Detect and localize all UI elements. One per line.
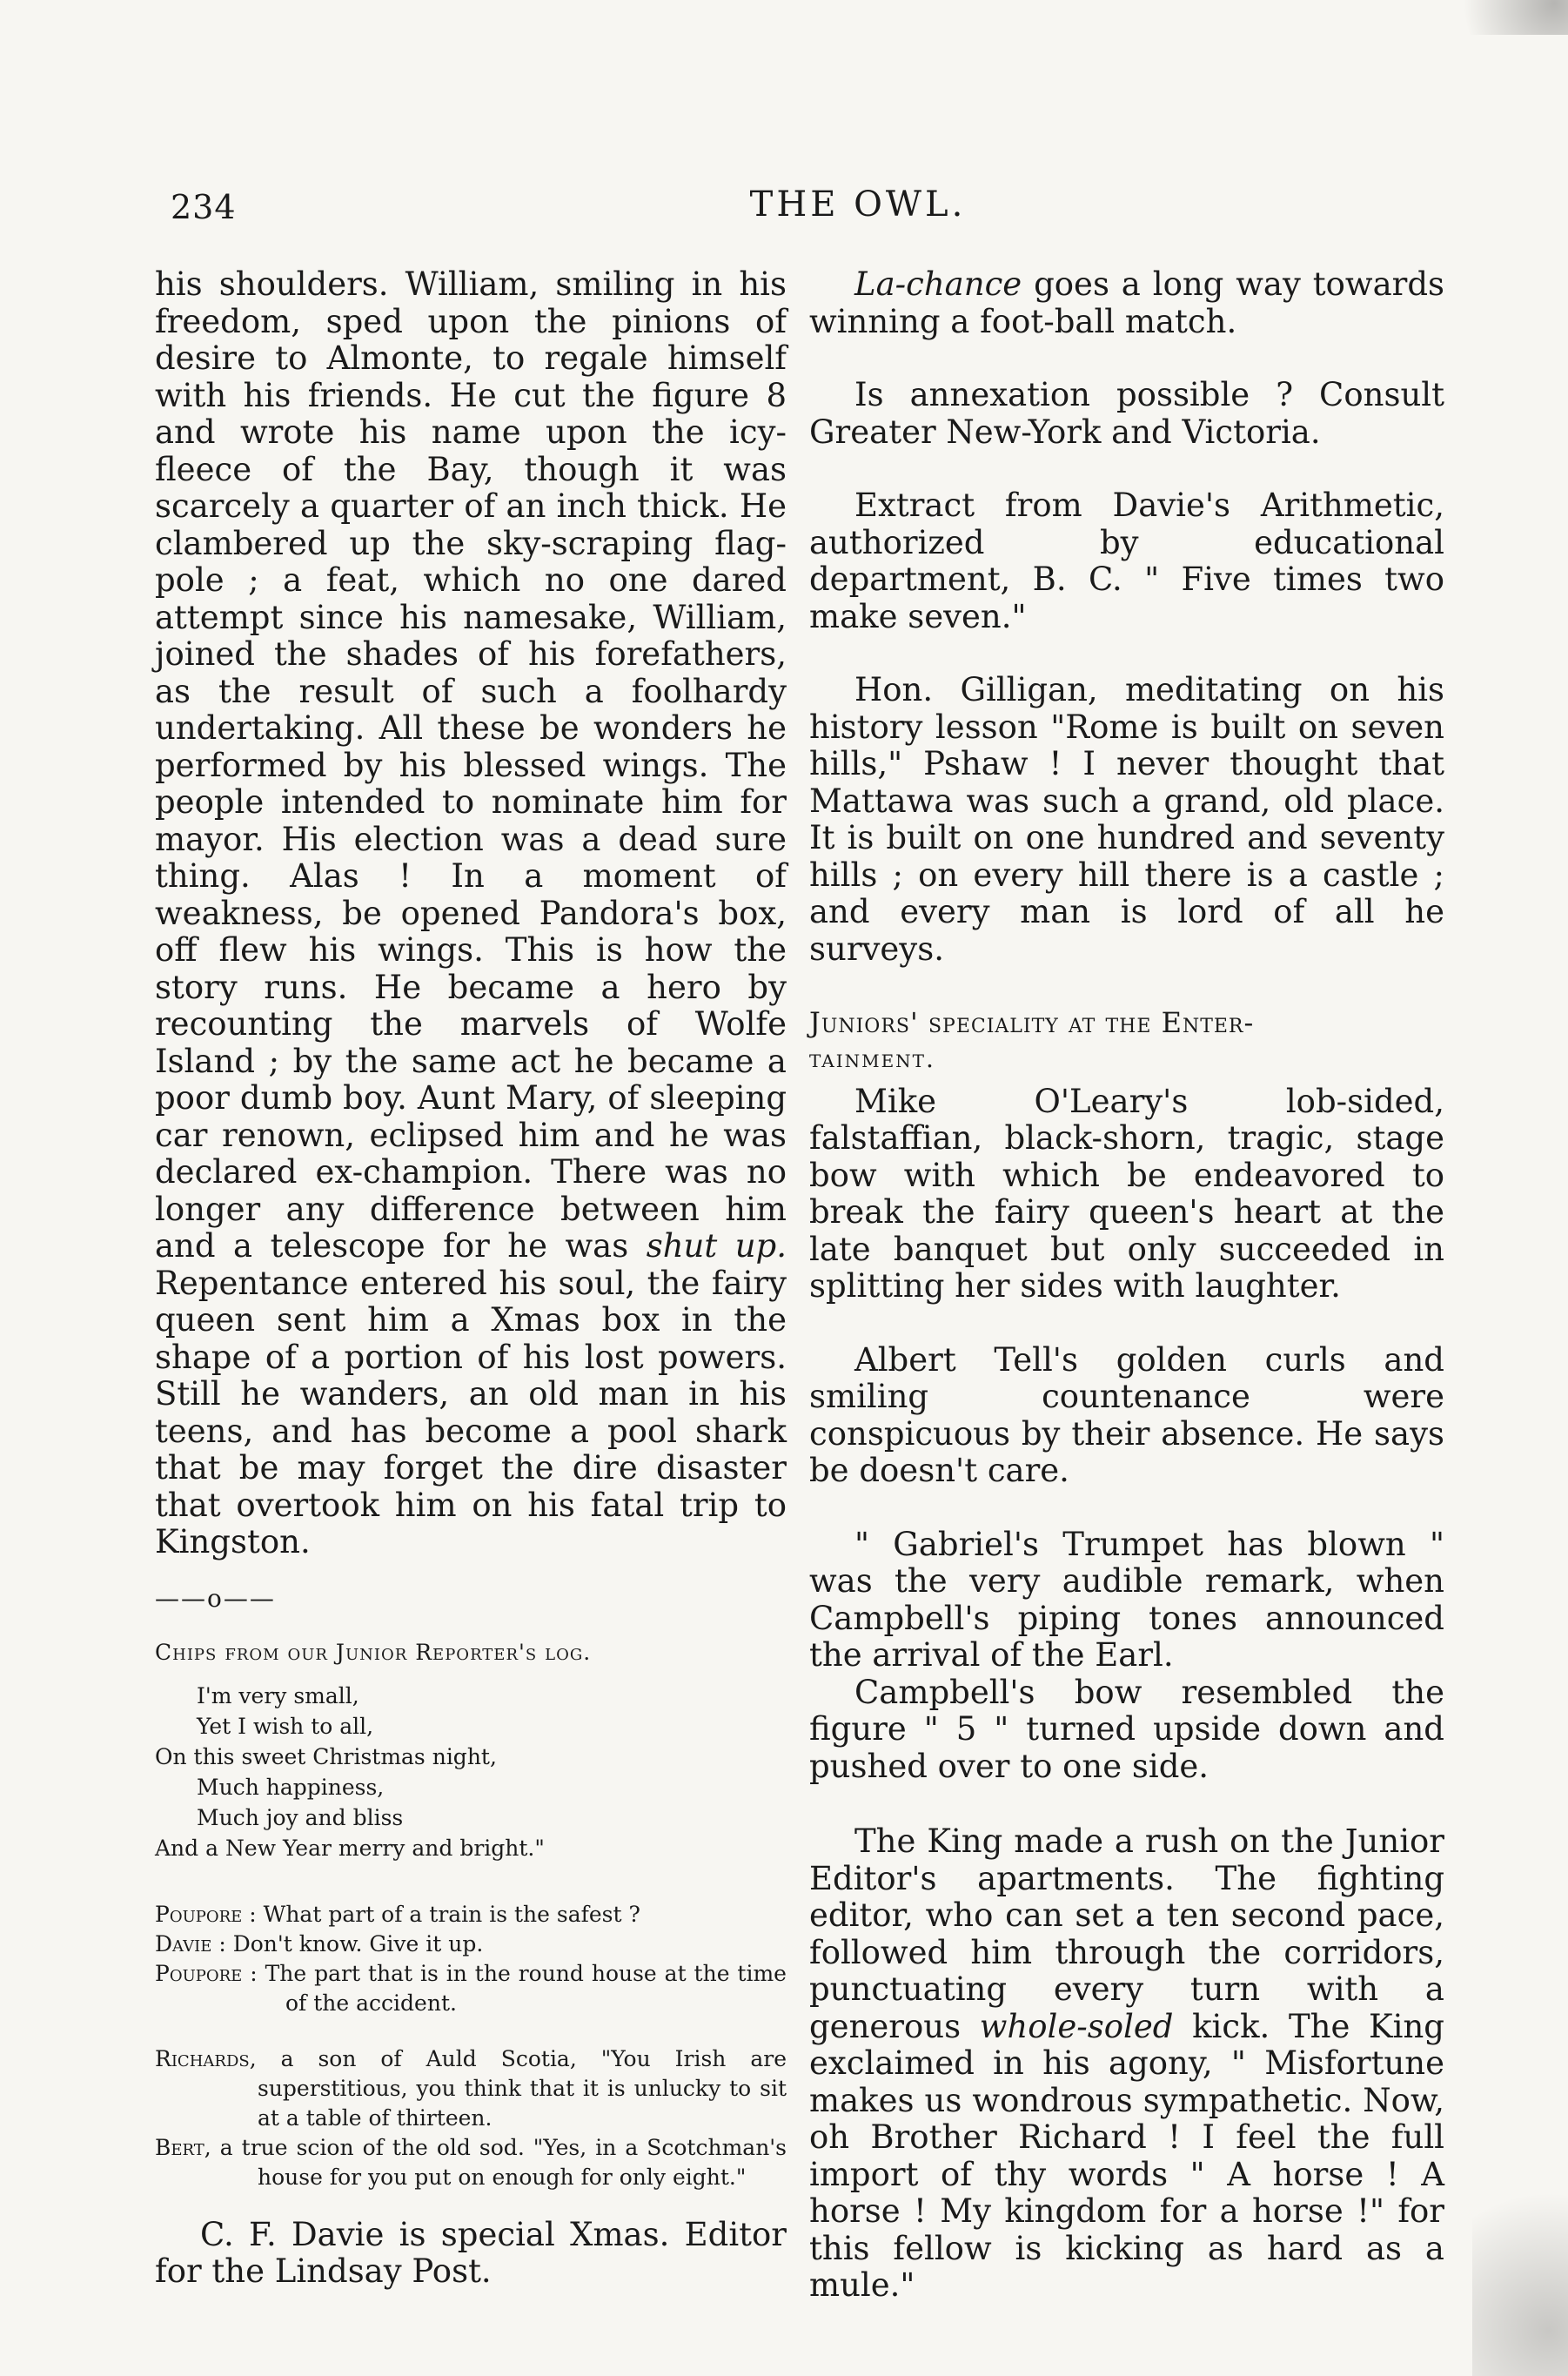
section-heading-continued: tainment. [809,1044,935,1073]
paragraph-campbell: Campbell's bow resembled the figure " 5 " turned upside down and pushed over to one side. [809,1673,1444,1785]
paragraph-tell: Albert Tell's golden curls and smiling countenance were conspicuous by their absence. He says be doesn't care. [809,1340,1444,1489]
poem-line: And a New Year merry and bright." [155,1835,545,1861]
section-heading: Juniors' speciality at the Enter- [809,1006,1255,1039]
whole-soled-italic: whole-soled [979,2007,1174,2045]
dialog-entry [155,1959,787,2018]
story-text: his shoulders. William, smiling in his freedom, sped upon the pinions of desire to Almonte, to regale himself with his friends. He cut the figure 8 and wrote his name upon the icy-fleece of the Bay, though it was scarcely a quarter of an inch thick. He clambered up the sky-scraping flag-pole ; a feat, which no one dared attempt since his namesake, William, joined the shades of his forefathers, as the result of such a foolhardy undertaking. All these be wonders he performed by his blessed wings. The people intended to nominate him for mayor. His election was a dead sure thing. Alas ! In a moment of weakness, be opened Pandora's box, off flew his wings. This is how the story runs. He became a hero by recounting the marvels of Wolfe Island ; by the same act he became a poor dumb boy. Aunt Mary, of sleeping car renown, eclipsed him and he was declared ex-champion. There was no longer any difference between him and a telescope for he was [155,265,787,1265]
paragraph-gabriel: " Gabriel's Trumpet has blown " was the very audible remark, when Campbell's piping tones announced the arrival of the Earl. [809,1525,1444,1674]
dialog-entry [155,1900,787,1930]
dialog-text: The part that is in the round house at the time of the accident. [257,1960,787,2016]
story-paragraph [155,266,787,1561]
shut-up-italic: shut up. [646,1227,787,1265]
dialog-text: What part of a train is the safest ? [256,1901,640,1927]
paragraph-king [809,1823,1444,2305]
paragraph-gilligan: Hon. Gilligan, meditating on his history lesson "Rome is built on seven hills," Pshaw ! I never thought that Mattawa was such a grand, old place. It is built on one hundred and seventy hills ; on every hill there is a castle ; and every man is lord of all he surveys. [809,671,1444,968]
poem-line: I'm very small, [197,1682,359,1708]
speaker-name: Poupore : [155,1960,258,1986]
paragraph-arithmetic: Extract from Davie's Arithmetic, authorized by educational department, B. C. " Five times two make seven." [809,487,1444,635]
closing-paragraph: C. F. Davie is special Xmas. Editor for the Lindsay Post. [155,2215,787,2290]
running-head-title: THE OWL. [749,185,967,225]
paragraph-text-2: kick. The King exclaimed in his agony, " Misfortune makes us wondrous sympathetic. Now, oh Brother Richard ! I feel the full import of thy words " A horse ! A horse ! My kingdom for a horse !" for this fellow is kicking as hard as a mule." [809,2007,1444,2304]
poem-line: Yet I wish to all, [197,1713,374,1739]
dialog-text: a true scion of the old sod. "Yes, in a Scotchman's house for you put on enough for only eight." [211,2134,787,2190]
spacer [155,2018,787,2044]
lachance-italic: La-chance [854,265,1022,303]
speaker-name: Richards, [155,2045,257,2071]
poem-line: Much happiness, [197,1774,385,1800]
chips-heading: Chips from our Junior Reporter's log. [155,1640,592,1665]
poem-line: On this sweet Christmas night, [155,1743,497,1769]
speaker-name: Poupore : [155,1901,257,1927]
paragraph-text: goes a long way towards winning a foot-ball match. [809,265,1444,340]
dialog-entry [155,2133,787,2192]
paragraph-oleary: Mike O'Leary's lob-sided, falstaffian, black-shorn, tragic, stage bow with which be endeavored to break the fairy queen's heart at the late banquet but only succeeded in splitting her sides with laughter. [809,1082,1444,1305]
story-text-2: Repentance entered his soul, the fairy queen sent him a Xmas box in the shape of a portion of his lost powers. Still he wanders, an old man in his teens, and has become a pool shark that be may forget the dire disaster that overtook him on his fatal trip to Kingston. [155,1264,787,1561]
dialog-block [155,1900,787,2192]
left-column [155,266,787,2291]
poem-line: Much joy and bliss [197,1804,404,1830]
paragraph-lachance [809,266,1444,340]
dialog-entry [155,2044,787,2133]
paragraph-text: The King made a rush on the Junior Editor's apartments. The fighting editor, who can set a ten second pace, followed him through the corridors, punctuating every turn with a generous [809,1822,1444,2045]
poem [155,1681,787,1863]
paragraph-annexation: Is annexation possible ? Consult Greater New-York and Victoria. [809,376,1444,451]
speaker-name: Bert, [155,2134,211,2160]
right-column [809,266,1444,2305]
dialog-text: Don't know. Give it up. [225,1930,484,1957]
dialog-text: a son of Auld Scotia, "You Irish are superstitious, you think that it is unlucky to sit at a table of thirteen. [256,2045,787,2131]
scan-edge-top [1429,0,1568,35]
scan-edge-bottom [1472,2150,1568,2376]
dialog-entry [155,1930,787,1959]
speaker-name: Davie : [155,1930,226,1957]
separator: ——o—— [155,1583,276,1613]
page-number: 234 [171,188,237,226]
